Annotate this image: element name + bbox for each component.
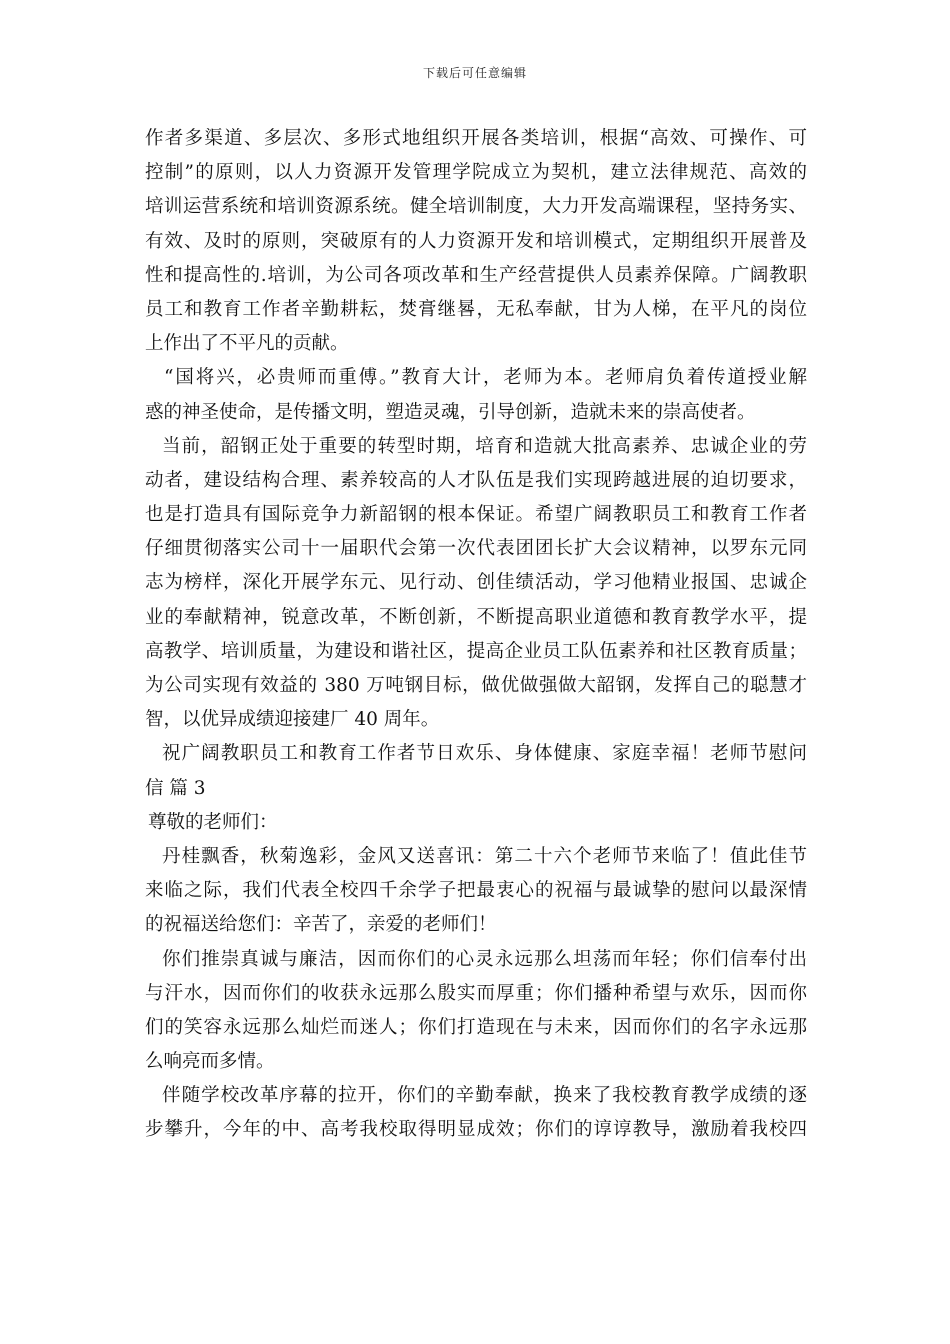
text-line: 仔细贯彻落实公司十一届职代会第一次代表团团长扩大会议精神，以罗东元同 bbox=[145, 538, 807, 560]
text-line: 与汗水，因而你们的收获永远那么殷实而厚重；你们播种希望与欢乐，因而你 bbox=[145, 982, 807, 1004]
text-line: 业的奉献精神，锐意改革，不断创新，不断提高职业道德和教育教学水平，提 bbox=[145, 606, 807, 628]
text-line: 惑的神圣使命，是传播文明，塑造灵魂，引导创新，造就未来的崇高使者。 bbox=[145, 401, 756, 423]
page-header: 下载后可任意编辑 bbox=[422, 66, 527, 80]
text-line: 的祝福送给您们：辛苦了，亲爱的老师们！ bbox=[145, 914, 497, 936]
text-line: 员工和教育工作者辛勤耕耘，焚膏继晷，无私奉献，甘为人梯，在平凡的岗位 bbox=[145, 298, 807, 320]
text-line: “国将兴，必贵师而重傅。”教育大计，老师为本。老师肩负着传道授业解 bbox=[164, 367, 807, 389]
text-line: 志为榜样，深化开展学东元、见行动、创佳绩活动，学习他精业报国、忠诚企 bbox=[145, 572, 807, 594]
text-line: 性和提高性的.培训，为公司各项改革和生产经营提供人员素养保障。广阔教职 bbox=[145, 264, 807, 286]
text-line: 信 篇 3 bbox=[145, 777, 206, 799]
text-line: 来临之际，我们代表全校四千余学子把最衷心的祝福与最诚挚的慰问以最深情 bbox=[145, 880, 807, 902]
document-body bbox=[145, 122, 807, 1148]
text-line: 智，以优异成绩迎接建厂 40 周年。 bbox=[145, 709, 440, 731]
text-line: 也是打造具有国际竞争力新韶钢的根本保证。希望广阔教职员工和教育工作者 bbox=[145, 504, 807, 526]
text-line: 动者，建设结构合理、素养较高的人才队伍是我们实现跨越进展的迫切要求， bbox=[145, 469, 807, 491]
text-line: 伴随学校改革序幕的拉开，你们的辛勤奉献，换来了我校教育教学成绩的逐 bbox=[162, 1085, 807, 1107]
text-line: 们的笑容永远那么灿烂而迷人；你们打造现在与未来，因而你们的名字永远那 bbox=[145, 1016, 807, 1038]
text-line: 有效、及时的原则，突破原有的人力资源开发和培训模式，定期组织开展普及 bbox=[145, 230, 807, 252]
text-line: 高教学、培训质量，为建设和谐社区，提高企业员工队伍素养和社区教育质量； bbox=[145, 640, 807, 662]
text-line: 丹桂飘香，秋菊逸彩，金风又送喜讯：第二十六个老师节来临了！值此佳节 bbox=[162, 845, 807, 867]
text-line: 么响亮而多情。 bbox=[145, 1051, 275, 1073]
text-line: 步攀升，今年的中、高考我校取得明显成效；你们的谆谆教导，激励着我校四 bbox=[145, 1119, 807, 1141]
text-line: 上作出了不平凡的贡献。 bbox=[145, 333, 349, 355]
text-line: 为公司实现有效益的 380 万吨钢目标，做优做强做大韶钢，发挥自己的聪慧才 bbox=[145, 675, 807, 696]
text-line: 培训运营系统和培训资源系统。健全培训制度，大力开发高端课程，坚持务实、 bbox=[145, 196, 807, 218]
text-line: 祝广阔教职员工和教育工作者节日欢乐、身体健康、家庭幸福！老师节慰问 bbox=[162, 743, 807, 765]
text-line: 当前，韶钢正处于重要的转型时期，培育和造就大批高素养、忠诚企业的劳 bbox=[162, 435, 807, 457]
text-line: 你们推崇真诚与廉洁，因而你们的心灵永远那么坦荡而年轻；你们信奉付出 bbox=[162, 948, 807, 970]
text-line: 尊敬的老师们： bbox=[148, 811, 278, 833]
text-line: 作者多渠道、多层次、多形式地组织开展各类培训，根据“高效、可操作、可 bbox=[145, 128, 807, 149]
text-line: 控制”的原则，以人力资源开发管理学院成立为契机，建立法律规范、高效的 bbox=[145, 162, 807, 184]
